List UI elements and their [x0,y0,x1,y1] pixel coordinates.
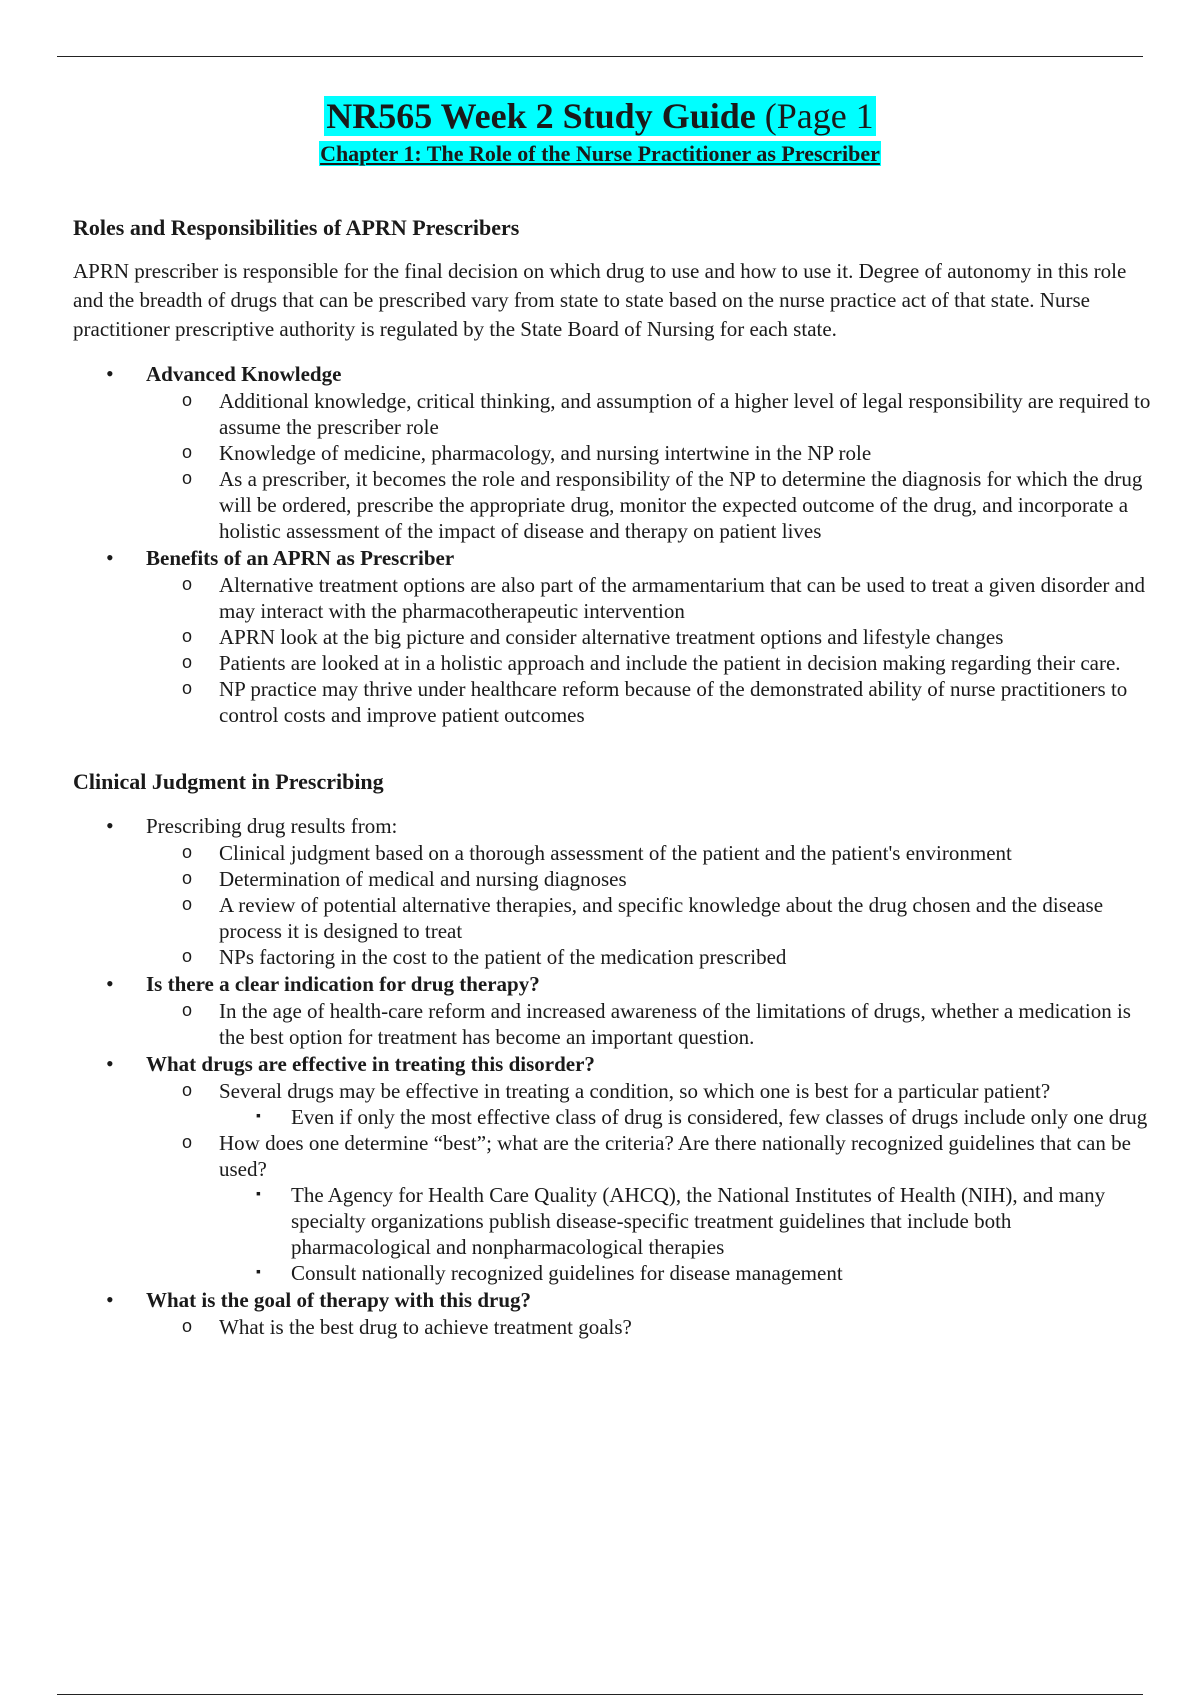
section-heading-clinical: Clinical Judgment in Prescribing [73,769,384,794]
sub-item: o Alternative treatment options are also part of the armamentarium that can be used to treat a given disorder and may interact with the pharmacotherapeutic intervention [146,572,1153,624]
item-label: • Benefits of an APRN as Prescriber [146,546,455,570]
list-item [73,1286,1153,1340]
document-title [324,96,875,136]
sub-item: o NPs factoring in the cost to the patient of the medication prescribed [146,944,1153,970]
sub-item: o Knowledge of medicine, pharmacology, and nursing intertwine in the NP role [146,440,1153,466]
top-rule [57,56,1143,57]
sub-item: o A review of potential alternative therapies, and specific knowledge about the drug chosen and the disease process it is designed to treat [146,892,1153,944]
section-heading-roles: Roles and Responsibilities of APRN Prescribers [73,215,520,240]
sub-item: o APRN look at the big picture and consider alternative treatment options and lifestyle changes [146,624,1153,650]
sub-item: o As a prescriber, it becomes the role and responsibility of the NP to determine the diagnosis for which the drug will be ordered, prescribe the appropriate drug, monitor the expected outcome of the drug, and incorporate a holistic assessment of the impact of disease and therapy on patient lives [146,466,1153,544]
sub-item: o Patients are looked at in a holistic approach and include the patient in decision making regarding their care. [146,650,1153,676]
sub-item-text: How does one determine “best”; what are the criteria? Are there nationally recognized guidelines that can be used? [219,1131,1131,1181]
document-body [73,214,1153,1340]
list-item [73,970,1153,1050]
roles-list [73,360,1153,728]
bottom-rule [57,1694,1143,1695]
sub-sub-item: ▪ Even if only the most effective class of drug is considered, few classes of drugs include only one drug [219,1104,1153,1130]
sub-item: o Clinical judgment based on a thorough assessment of the patient and the patient's environment [146,840,1153,866]
item-label: • What drugs are effective in treating this disorder? [146,1052,595,1076]
sub-item: o What is the best drug to achieve treatment goals? [146,1314,1153,1340]
sub-item: o In the age of health-care reform and increased awareness of the limitations of drugs, whether a medication is the best option for treatment has become an important question. [146,998,1153,1050]
document-title-suffix: (Page 1 [755,96,874,136]
sub-sub-item: ▪ Consult nationally recognized guidelines for disease management [219,1260,1153,1286]
section-clinical-judgment [73,768,1153,1340]
item-label: • What is the goal of therapy with this drug? [146,1288,532,1312]
roles-paragraph: APRN prescriber is responsible for the final decision on which drug to use and how to use it. Degree of autonomy in this role and the breadth of drugs that can be prescribed vary from state to state based on the nurse practice act of that state. Nurse practitioner prescriptive authority is regulated by the State Board of Nursing for each state. [73,259,1127,341]
title-block [0,96,1200,136]
chapter-subtitle: Chapter 1: The Role of the Nurse Practitioner as Prescriber [320,141,880,166]
sub-item: o Determination of medical and nursing diagnoses [146,866,1153,892]
list-item [73,812,1153,970]
sub-item [146,1078,1153,1130]
subtitle-block [0,141,1200,166]
document-title-text: NR565 Week 2 Study Guide [326,96,756,136]
sub-sub-item: ▪ The Agency for Health Care Quality (AHCQ), the National Institutes of Health (NIH), and many specialty organizations publish disease-specific treatment guidelines that include both pharmacological and nonpharmacological therapies [219,1182,1153,1260]
list-item [73,544,1153,728]
sub-item: o Additional knowledge, critical thinking, and assumption of a higher level of legal responsibility are required to assume the prescriber role [146,388,1153,440]
list-item [73,360,1153,544]
item-label: • Advanced Knowledge [146,362,342,386]
sub-item [146,1130,1153,1286]
clinical-list [73,812,1153,1340]
item-label: • Is there a clear indication for drug therapy? [146,972,540,996]
list-item [73,1050,1153,1286]
item-label: • Prescribing drug results from: [146,814,398,838]
sub-item: o NP practice may thrive under healthcare reform because of the demonstrated ability of nurse practitioners to control costs and improve patient outcomes [146,676,1153,728]
sub-item-text: Several drugs may be effective in treating a condition, so which one is best for a particular patient? [219,1079,1051,1103]
